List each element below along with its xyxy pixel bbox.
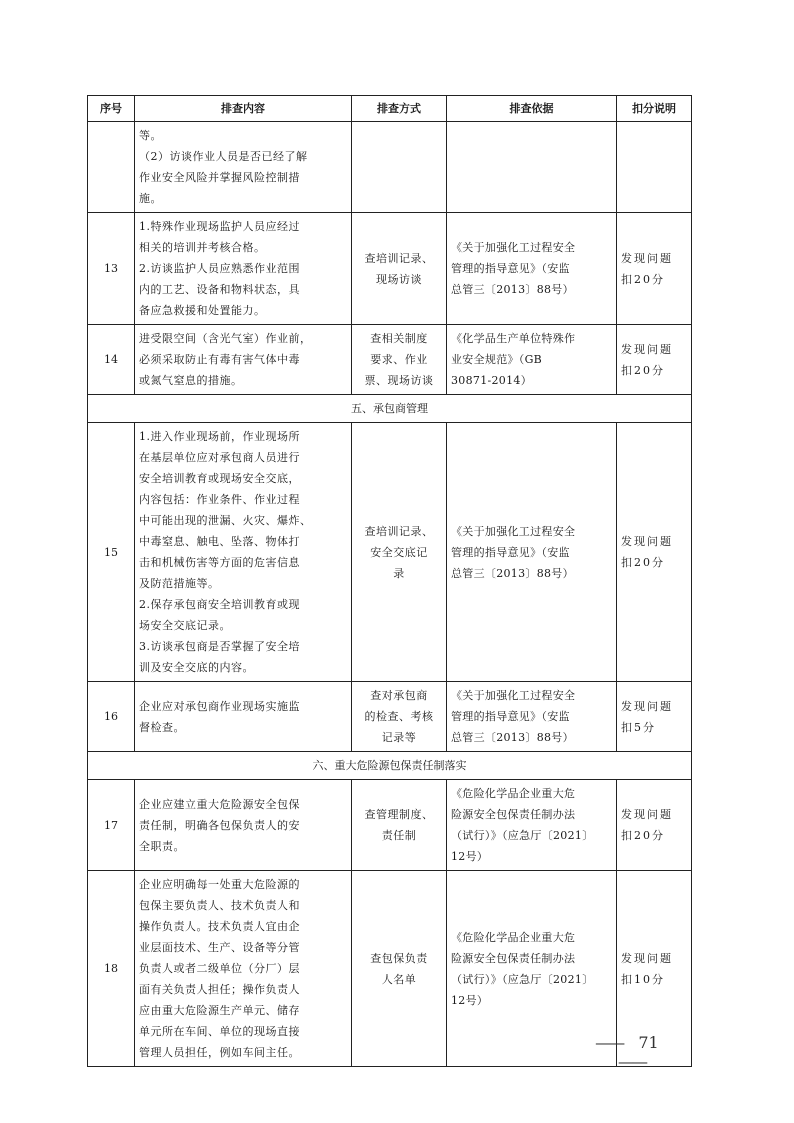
table-row — [88, 122, 692, 213]
row-number: 16 — [88, 682, 135, 752]
section-title-major-hazard: 六、重大危险源包保责任制落实 — [88, 752, 692, 780]
penalty-note: 发现问题 扣20分 — [617, 423, 692, 682]
table-row — [88, 682, 692, 752]
inspection-method: 查相关制度 要求、作业 票、现场访谈 — [352, 325, 447, 395]
section-row — [88, 752, 692, 780]
inspection-method: 查包保负责 人名单 — [352, 871, 447, 1067]
inspection-content: 进受限空间（含光气室）作业前， 必须采取防止有毒有害气体中毒 或氮气窒息的措施。 — [135, 325, 352, 395]
inspection-basis: 《关于加强化工过程安全 管理的指导意见》（安监 总管三〔2013〕88号） — [447, 213, 617, 325]
table-row — [88, 780, 692, 871]
page-number-dash-left: —— — [595, 1033, 624, 1052]
header-content: 排查内容 — [135, 96, 352, 122]
inspection-basis: 《关于加强化工过程安全 管理的指导意见》（安监 总管三〔2013〕88号） — [447, 423, 617, 682]
row-number: 14 — [88, 325, 135, 395]
table-row — [88, 423, 692, 682]
table-row — [88, 213, 692, 325]
penalty-note: 发现问题 扣20分 — [617, 325, 692, 395]
inspection-basis — [447, 122, 617, 213]
inspection-content: 企业应对承包商作业现场实施监 督检查。 — [135, 682, 352, 752]
inspection-content: 企业应明确每一处重大危险源的 包保主要负责人、技术负责人和 操作负责人。技术负责人宜由企 业层面技术、生产、设备等分管 负责人或者二级单位（分厂）层 面有关负责人担任；操作负责人 应由重大危险源生产单元、储存 单元所在车间、单位的现场直接 管理人员担任，例如车间主任。 — [135, 871, 352, 1067]
header-method: 排查方式 — [352, 96, 447, 122]
section-title-contractor: 五、承包商管理 — [88, 395, 692, 423]
penalty-note: 发现问题 扣20分 — [617, 780, 692, 871]
inspection-basis: 《化学品生产单位特殊作 业安全规范》（GB 30871-2014） — [447, 325, 617, 395]
penalty-note — [617, 122, 692, 213]
page-number-dash-right: —— — [618, 1052, 646, 1071]
row-number: 18 — [88, 871, 135, 1067]
inspection-content: 1.进入作业现场前，作业现场所 在基层单位应对承包商人员进行 安全培训教育或现场安全交底， 内容包括：作业条件、作业过程 中可能出现的泄漏、火灾、爆炸、 中毒窒息、触电、坠落、物体打 击和机械伤害等方面的危害信息 及防范措施等。 2.保存承包商安全培训教育或现 场安全交底记录。 3.访谈承包商是否掌握了安全培 训及安全交底的内容。 — [135, 423, 352, 682]
table-row — [88, 325, 692, 395]
header-basis: 排查依据 — [447, 96, 617, 122]
penalty-note: 发现问题 扣20分 — [617, 213, 692, 325]
inspection-table — [87, 95, 692, 1067]
row-number: 17 — [88, 780, 135, 871]
inspection-method: 查对承包商 的检查、考核 记录等 — [352, 682, 447, 752]
inspection-content: 1.特殊作业现场监护人员应经过 相关的培训并考核合格。 2.访谈监护人员应熟悉作业范围 内的工艺、设备和物料状态，具 备应急救援和处置能力。 — [135, 213, 352, 325]
header-penalty: 扣分说明 — [617, 96, 692, 122]
inspection-basis: 《危险化学品企业重大危 险源安全包保责任制办法 （试行）》（应急厅〔2021〕 12号） — [447, 780, 617, 871]
header-no: 序号 — [88, 96, 135, 122]
inspection-method: 查培训记录、 安全交底记 录 — [352, 423, 447, 682]
row-number: 15 — [88, 423, 135, 682]
inspection-content: 等。 （2）访谈作业人员是否已经了解 作业安全风险并掌握风险控制措 施。 — [135, 122, 352, 213]
page-number — [582, 1033, 682, 1071]
inspection-basis: 《关于加强化工过程安全 管理的指导意见》（安监 总管三〔2013〕88号） — [447, 682, 617, 752]
inspection-basis: 《危险化学品企业重大危 险源安全包保责任制办法 （试行）》（应急厅〔2021〕 12号） — [447, 871, 617, 1067]
row-number — [88, 122, 135, 213]
inspection-content: 企业应建立重大危险源安全包保 责任制，明确各包保负责人的安 全职责。 — [135, 780, 352, 871]
inspection-method: 查培训记录、 现场访谈 — [352, 213, 447, 325]
table-header-row — [88, 96, 692, 122]
penalty-note: 发现问题 扣5分 — [617, 682, 692, 752]
inspection-method — [352, 122, 447, 213]
penalty-note: 发现问题 扣10分 — [617, 871, 692, 1067]
section-row — [88, 395, 692, 423]
page-number-value: 71 — [638, 1033, 659, 1052]
inspection-method: 查管理制度、 责任制 — [352, 780, 447, 871]
row-number: 13 — [88, 213, 135, 325]
